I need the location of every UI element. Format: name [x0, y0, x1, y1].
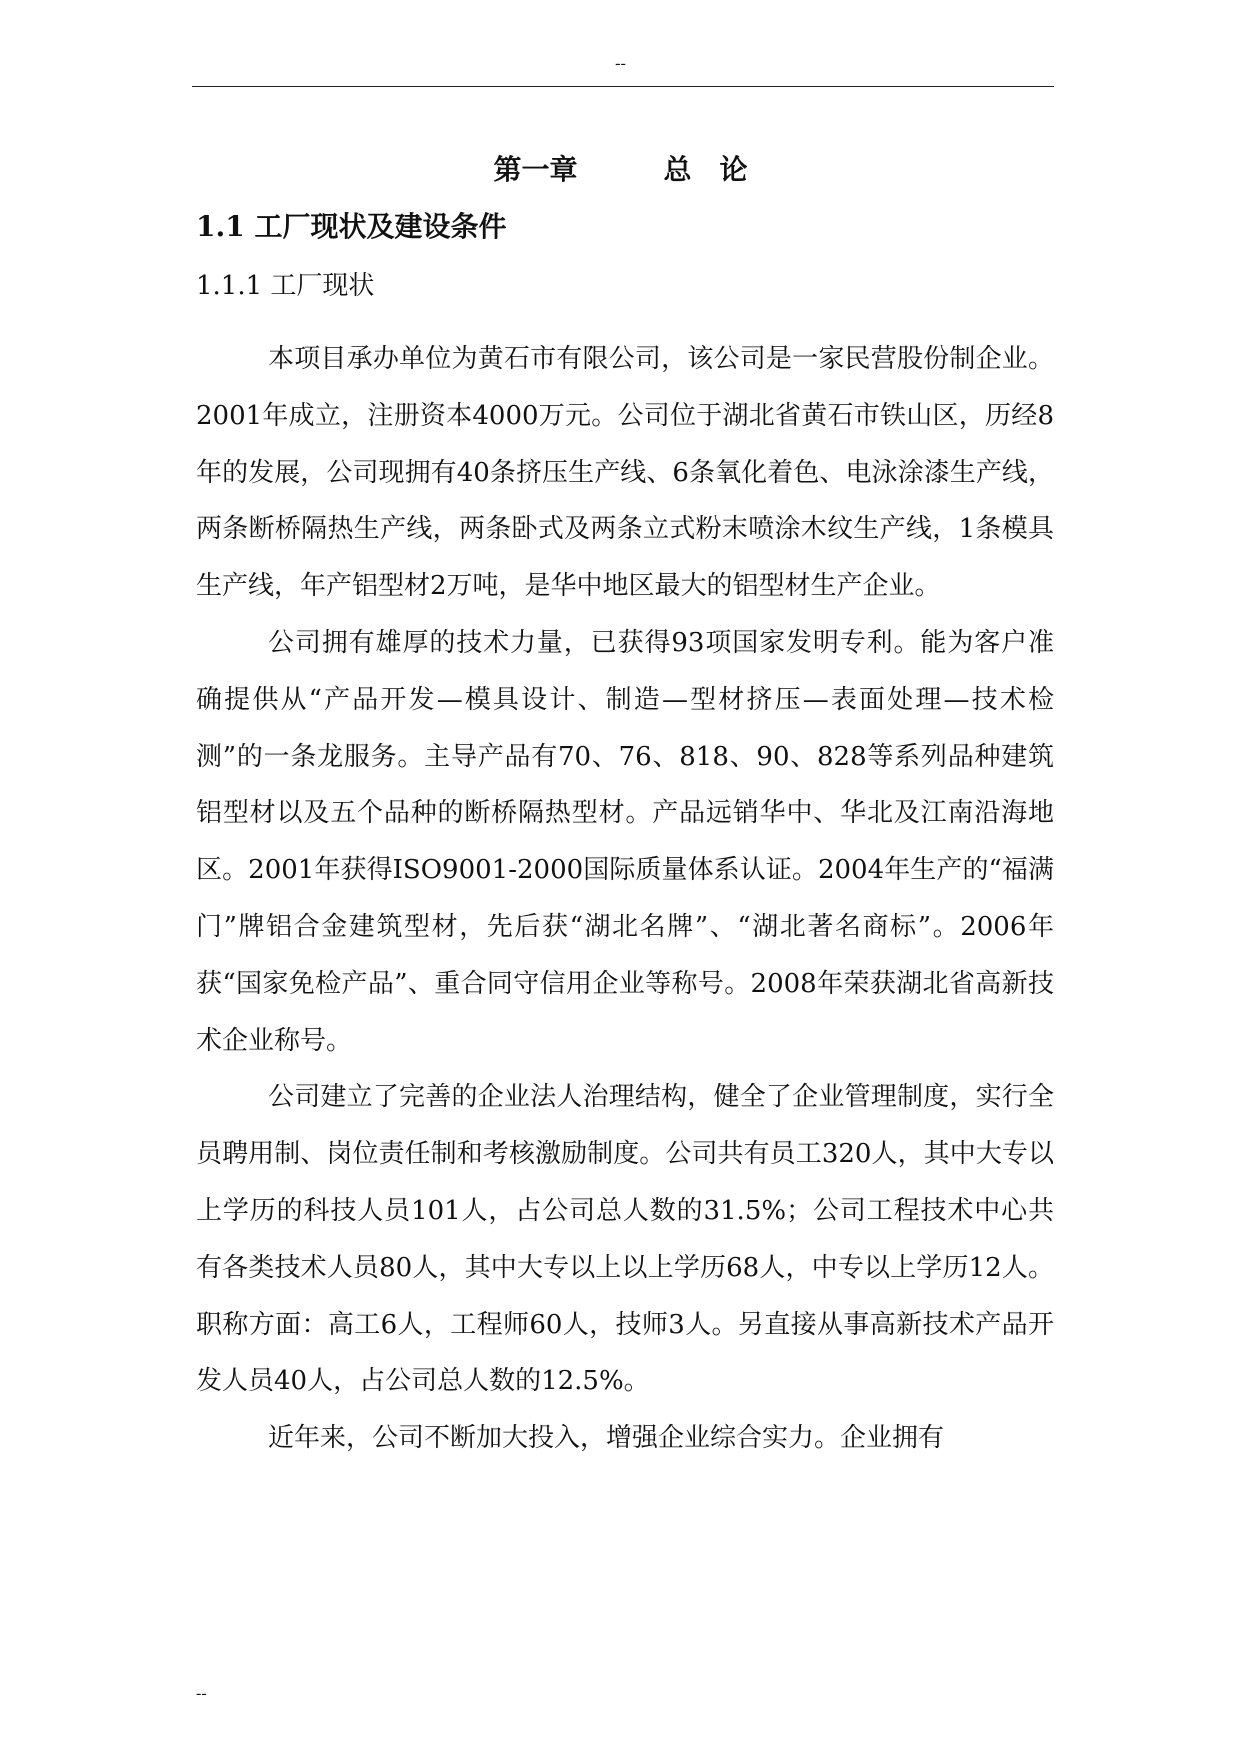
- chapter-title: [0, 150, 1241, 190]
- section-title: 1.1 工厂现状及建设条件: [196, 210, 507, 243]
- chapter-number: 第一章: [493, 153, 578, 186]
- paragraph-company-overview: 本项目承办单位为黄石市有限公司，该公司是一家民营股份制企业。2001年成立，注册资本4000万元。公司位于湖北省黄石市铁山区，历经8年的发展，公司现拥有40条挤压生产线、6条氧化着色、电泳涂漆生产线，两条断桥隔热生产线，两条卧式及两条立式粉末喷涂木纹生产线，1条模具生产线，年产铝型材2万吨，是华中地区最大的铝型材生产企业。: [196, 344, 1054, 602]
- page-footer-mark: --: [196, 1685, 207, 1702]
- paragraph-technology: 公司拥有雄厚的技术力量，已获得93项国家发明专利。能为客户准确提供从“产品开发—模具设计、制造—型材挤压—表面处理—技术检测”的一条龙服务。主导产品有70、76、818、90、828等系列品种建筑铝型材以及五个品种的断桥隔热型材。产品远销华中、华北及江南沿海地区。2001年获得ISO9001-2000国际质量体系认证。2004年生产的“福满门”牌铝合金建筑型材，先后获“湖北名牌”、“湖北著名商标”。2006年获“国家免检产品”、重合同守信用企业等称号。2008年荣获湖北省高新技术企业称号。: [196, 627, 1054, 1056]
- subsection-title: 1.1.1 工厂现状: [196, 271, 375, 301]
- header-rule: [192, 86, 1054, 87]
- paragraph-management-staff: 公司建立了完善的企业法人治理结构，健全了企业管理制度，实行全员聘用制、岗位责任制和考核激励制度。公司共有员工320人，其中大专以上学历的科技人员101人，占公司总人数的31.5%；公司工程技术中心共有各类技术人员80人，其中大专以上以上学历68人，中专以上学历12人。职称方面：高工6人，工程师60人，技师3人。另直接从事高新技术产品开发人员40人，占公司总人数的12.5%。: [196, 1082, 1054, 1397]
- chapter-name: 总 论: [663, 153, 748, 186]
- page-header-mark: --: [615, 55, 626, 72]
- body-text: [196, 331, 1054, 1467]
- paragraph-investment: 近年来，公司不断加大投入，增强企业综合实力。企业拥有: [268, 1423, 945, 1454]
